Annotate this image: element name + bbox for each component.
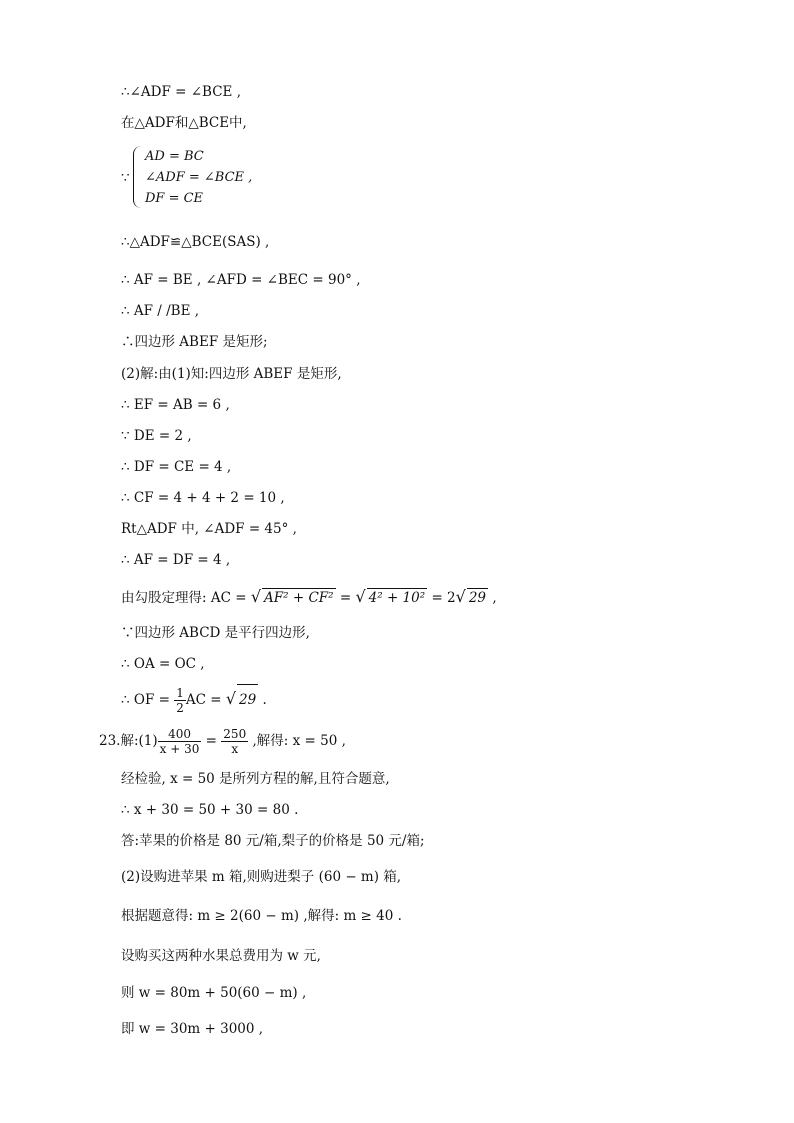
text-segment: . — [258, 692, 267, 708]
text-line: 设购买这两种水果总费用为 w 元, — [121, 948, 321, 964]
sqrt-icon: √ — [250, 587, 262, 606]
radicand: 4² + 10² — [368, 590, 426, 606]
fraction — [174, 686, 186, 715]
text-segment: , — [488, 590, 497, 606]
system-row: AD = BC — [145, 149, 204, 164]
text-line: ∴ OA = OC , — [121, 656, 205, 672]
system-row: ∠ADF = ∠BCE , — [145, 170, 253, 185]
text-line: 答:苹果的价格是 80 元/箱,梨子的价格是 50 元/箱; — [121, 833, 425, 849]
text-line: 则 w = 80m + 50(60 − m) , — [121, 985, 307, 1001]
text-line: (2)解:由(1)知:四边形 ABEF 是矩形, — [121, 366, 342, 382]
sqrt-icon: √ — [225, 689, 237, 708]
sqrt-icon: √ — [455, 587, 466, 606]
question-label: 23.解: — [99, 733, 139, 749]
text-line: 即 w = 30m + 3000 , — [121, 1021, 264, 1037]
text-line: 经检验, x = 50 是所列方程的解,且符合题意, — [121, 771, 390, 787]
numerator: 250 — [223, 727, 247, 741]
of-line — [121, 684, 267, 715]
part-label: (1) — [138, 733, 158, 749]
text-line: 在△ADF和△BCE中, — [121, 115, 247, 131]
text-segment: ,解得: x = 50 , — [248, 733, 346, 749]
denominator: 2 — [176, 701, 184, 715]
text-line: ∵ DE = 2 , — [121, 428, 192, 444]
text-line: ∴△ADF≌△BCE(SAS) , — [121, 234, 270, 250]
text-segment: = 2 — [427, 590, 456, 606]
pythagoras-line — [121, 588, 497, 607]
question-23-line — [99, 724, 346, 758]
text-line: ∴ x + 30 = 50 + 30 = 80 . — [121, 802, 299, 818]
text-line: ∴ AF = BE , ∠AFD = ∠BEC = 90° , — [121, 272, 361, 288]
text-segment: ∴ OF = — [121, 692, 175, 708]
text-line: ∵四边形 ABCD 是平行四边形, — [121, 625, 310, 641]
text-segment: 由勾股定理得: AC = — [121, 590, 251, 606]
text-segment: AC = — [185, 692, 226, 708]
system-row: DF = CE — [145, 191, 204, 206]
text-line: ∴ AF = DF = 4 , — [121, 552, 231, 568]
denominator: x + 30 — [159, 742, 200, 756]
numerator: 1 — [176, 686, 184, 700]
text-segment: = — [201, 733, 222, 749]
fraction — [158, 727, 202, 756]
left-brace — [133, 146, 142, 208]
text-line: (2)设购进苹果 m 箱,则购进梨子 (60 − m) 箱, — [121, 869, 402, 885]
text-line: 根据题意得: m ≥ 2(60 − m) ,解得: m ≥ 40 . — [121, 908, 402, 924]
sqrt-icon: √ — [355, 587, 366, 606]
radicand: AF² + CF² — [264, 590, 334, 606]
text-segment: = — [335, 590, 356, 606]
text-line: ∴ AF / /BE , — [121, 303, 200, 319]
because-symbol: ∵ — [121, 170, 130, 186]
text-line: ∴ DF = CE = 4 , — [121, 459, 232, 475]
radicand: 29 — [468, 590, 487, 606]
text-line: Rt△ADF 中, ∠ADF = 45° , — [121, 521, 297, 537]
radicand: 29 — [237, 684, 258, 715]
denominator: x — [231, 742, 239, 756]
text-line: ∴ CF = 4 + 4 + 2 = 10 , — [121, 490, 285, 506]
text-line: ∴∠ADF = ∠BCE , — [121, 84, 241, 100]
text-line: ∴ EF = AB = 6 , — [121, 397, 230, 413]
fraction — [221, 727, 248, 756]
numerator: 400 — [158, 727, 202, 742]
text-line: ∴四边形 ABEF 是矩形; — [121, 334, 268, 350]
